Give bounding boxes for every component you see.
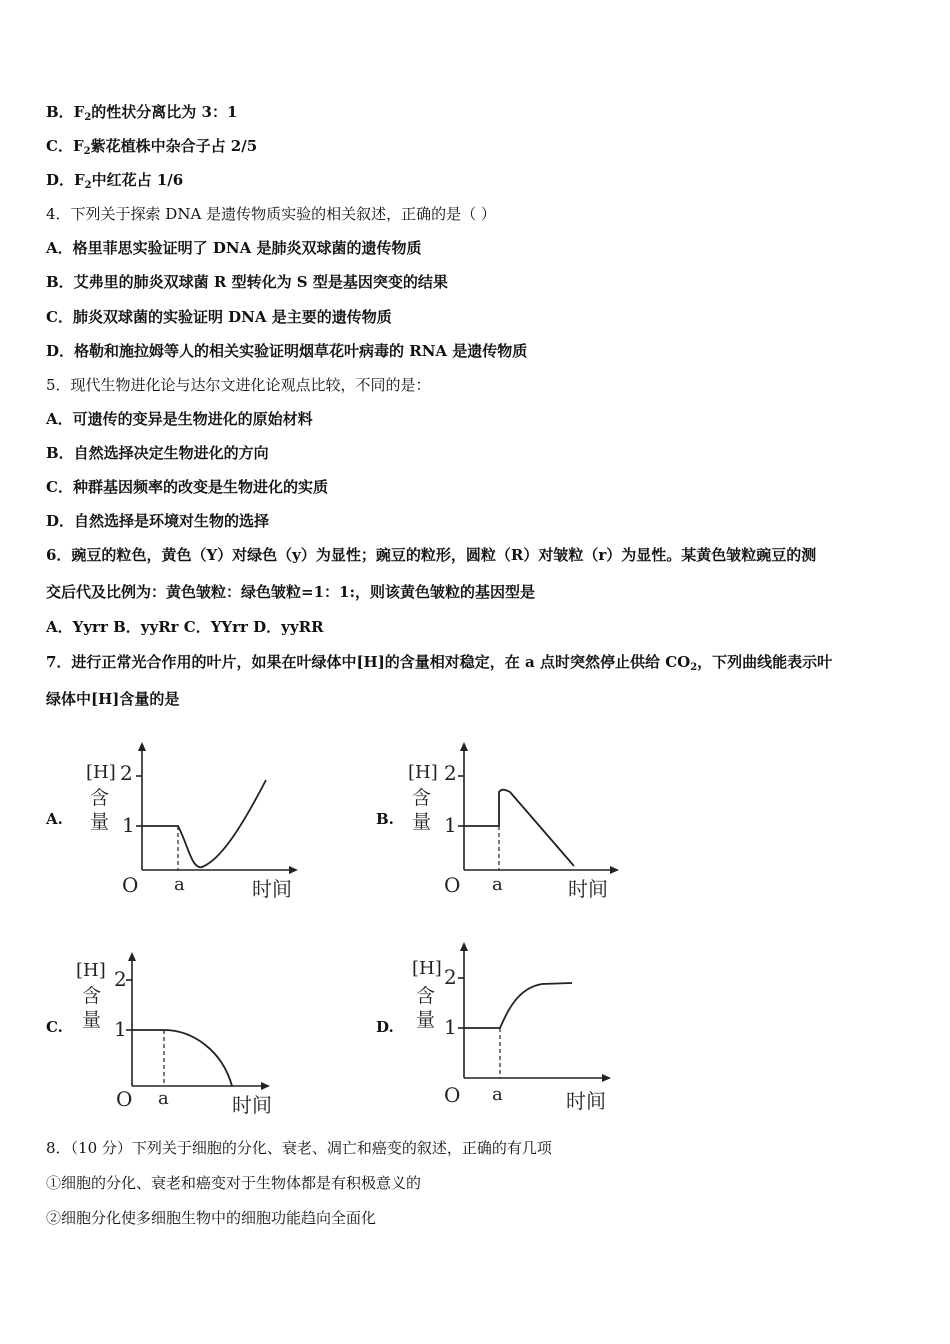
y-axis-arrow — [460, 942, 468, 951]
graph-d — [408, 940, 638, 1115]
q5-option-d: D．自然选择是环境对生物的选择 — [46, 512, 270, 530]
q8-item-2: ②细胞分化使多细胞生物中的细胞功能趋向全面化 — [46, 1209, 377, 1227]
q8-item-1: ①细胞的分化、衰老和癌变对于生物体都是有积极意义的 — [46, 1174, 422, 1192]
x-axis-label: 时间 — [232, 1093, 272, 1117]
origin-label: O — [122, 873, 139, 897]
tick-1-label: 1 — [114, 1017, 127, 1041]
q6-options: A．Yyrr B．yyRr C．YYrr D．yyRR — [46, 618, 324, 636]
q4-option-d: D．格勒和施拉姆等人的相关实验证明烟草花叶病毒的 RNA 是遗传物质 — [46, 342, 528, 360]
graph-d-label: D. — [376, 1018, 394, 1036]
a-label: a — [492, 874, 503, 895]
y-label-han: 含 — [82, 985, 102, 1007]
y-label-liang: 量 — [82, 1009, 102, 1031]
y-label-h: [H] — [408, 762, 438, 783]
q7-stem-line1: 7．进行正常光合作用的叶片，如果在叶绿体中[H]的含量相对稳定，在 a 点时突然停止供给 $CO_2$，下列曲线能表示叶 — [46, 653, 833, 673]
q5-stem: 5．现代生物进化论与达尔文进化论观点比较，不同的是： — [46, 376, 431, 394]
y-label-h: [H] — [76, 960, 106, 981]
q5-option-c: C．种群基因频率的改变是生物进化的实质 — [46, 478, 328, 496]
tick-2-label: 2 — [444, 761, 457, 785]
y-label-han: 含 — [416, 985, 436, 1007]
y-axis-arrow — [138, 742, 146, 751]
graph-c-label: C. — [46, 1018, 63, 1036]
y-label-liang: 量 — [90, 811, 110, 833]
origin-label: O — [444, 873, 461, 897]
q5-option-a: A．可遗传的变异是生物进化的原始材料 — [46, 410, 313, 428]
y-axis-arrow — [460, 742, 468, 751]
a-label: a — [158, 1088, 169, 1109]
y-label-h: [H] — [412, 958, 442, 979]
y-axis-arrow — [128, 952, 136, 961]
origin-label: O — [116, 1087, 133, 1111]
a-label: a — [174, 874, 185, 895]
q3-option-b: B．$F_2$的性状分离比为 3：1 — [46, 103, 238, 123]
graph-a — [80, 740, 310, 905]
tick-2-label: 2 — [444, 965, 457, 989]
curve-a — [142, 780, 266, 867]
y-label-liang: 量 — [416, 1009, 436, 1031]
q7-stem-line2: 绿体中[H]含量的是 — [46, 690, 180, 708]
tick-2-label: 2 — [114, 967, 127, 991]
y-label-han: 含 — [412, 787, 432, 809]
graph-c — [72, 950, 302, 1120]
y-label-liang: 量 — [412, 811, 432, 833]
q4-option-a: A．格里菲思实验证明了 DNA 是肺炎双球菌的遗传物质 — [46, 239, 422, 257]
y-label-h: [H] — [86, 762, 116, 783]
x-axis-arrow — [602, 1074, 611, 1082]
a-label: a — [492, 1084, 503, 1105]
curve-d — [464, 983, 572, 1028]
x-axis-label: 时间 — [252, 877, 292, 901]
x-axis-arrow — [289, 866, 298, 874]
q3-option-c: C．$F_2$紫花植株中杂合子占 2/5 — [46, 137, 258, 157]
q6-stem-line2: 交后代及比例为：黄色皱粒：绿色皱粒=1：1:，则该黄色皱粒的基因型是 — [46, 583, 535, 601]
graph-b-label: B. — [376, 810, 394, 828]
curve-b — [464, 790, 574, 866]
curve-c — [132, 1030, 232, 1086]
x-axis-arrow — [610, 866, 619, 874]
tick-1-label: 1 — [122, 813, 135, 837]
graph-a-label: A. — [46, 810, 63, 828]
tick-1-label: 1 — [444, 1015, 457, 1039]
q5-option-b: B．自然选择决定生物进化的方向 — [46, 444, 269, 462]
q3-option-d: D．$F_2$中红花占 1/6 — [46, 171, 184, 191]
x-axis-label: 时间 — [568, 877, 608, 901]
x-axis-label: 时间 — [566, 1089, 606, 1113]
tick-1-label: 1 — [444, 813, 457, 837]
origin-label: O — [444, 1083, 461, 1107]
y-label-han: 含 — [90, 787, 110, 809]
q4-option-c: C．肺炎双球菌的实验证明 DNA 是主要的遗传物质 — [46, 308, 392, 326]
q4-stem: 4．下列关于探索 DNA 是遗传物质实验的相关叙述，正确的是（ ） — [46, 205, 496, 223]
q6-stem-line1: 6．豌豆的粒色，黄色（Y）对绿色（y）为显性；豌豆的粒形，圆粒（R）对皱粒（r）为显性。某黄色皱粒豌豆的测 — [46, 546, 817, 564]
tick-2-label: 2 — [120, 761, 133, 785]
q4-option-b: B．艾弗里的肺炎双球菌 R 型转化为 S 型是基因突变的结果 — [46, 273, 448, 291]
graph-b — [408, 740, 638, 905]
x-axis-arrow — [261, 1082, 270, 1090]
q8-stem: 8．（10 分）下列关于细胞的分化、衰老、凋亡和癌变的叙述，正确的有几项 — [46, 1139, 552, 1157]
